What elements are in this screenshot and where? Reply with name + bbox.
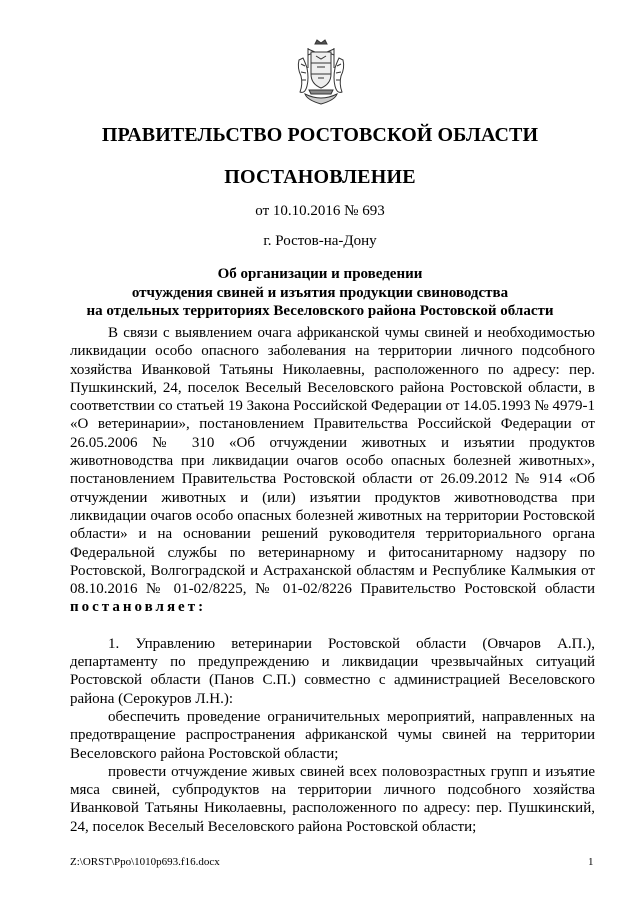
coat-of-arms-icon <box>293 38 349 108</box>
subject-line-3: на отдельных территориях Веселовского района Ростовской области <box>86 303 554 319</box>
item-1-paragraph: 1. Управлению ветеринарии Ростовской области (Овчаров А.П.), департаменту по предупреждению и ликвидации чрезвычайных ситуаций Ростовской области (Панов С.П.) совместно с администрацией Веселовского района (Серокуров Л.Н.): <box>70 635 595 707</box>
item-1a-paragraph: обеспечить проведение ограничительных мероприятий, направленных на предотвращение распространения африканской чумы свиней на территории Веселовского района Ростовской области; <box>70 708 595 762</box>
government-heading: ПРАВИТЕЛЬСТВО РОСТОВСКОЙ ОБЛАСТИ <box>101 124 539 146</box>
subject-line-2: отчуждения свиней и изъятия продукции свиноводства <box>131 284 509 301</box>
item-1b-paragraph: провести отчуждение живых свиней всех половозрастных групп и изъятие мяса свиней, субпродуктов на территории личного подсобного хозяйства Иванковой Татьяны Николаевны, расположенного по адресу: пер. Пушкинский, 24, поселок Веселый Веселовского района Ростовской области; <box>70 763 595 835</box>
document-subject <box>60 265 580 321</box>
date-number-line: от 10.10.2016 № 693 <box>255 203 385 219</box>
footer-file-path: Z:\ORST\Ppo\1010p693.f16.docx <box>70 856 220 868</box>
footer-page-number: 1 <box>588 856 594 868</box>
document-type-heading: ПОСТАНОВЛЕНИЕ <box>224 166 416 188</box>
preamble-paragraph <box>70 324 595 617</box>
resolves-keyword: постановляет: <box>70 599 207 616</box>
subject-line-1: Об организации и проведении <box>217 266 423 282</box>
city-line: г. Ростов-на-Дону <box>263 233 377 249</box>
preamble-text: В связи с выявлением очага африканской чумы свиней и необходимостью ликвидации особо опасного заболевания на территории личного подсобного хозяйства Иванковой Татьяны Николаевны, расположенного по адресу: пер. Пушкинский, 24, поселок Веселый Веселовского района Ростовской области, в соответствии со статьей 19 Закона Российской Федерации от 14.05.1993 № 4979-1 «О ветеринарии», постановлением Правительства Российской Федерации от 26.05.2006 № 310 «Об отчуждении животных и изъятии продуктов животноводства при ликвидации очагов особо опасных болезней животных», постановлением Правительства Ростовской области от 26.09.2012 № 914 «Об отчуждении животных и (или) изъятии продуктов животноводства при ликвидации очагов особо опасных болезней животных на территории Ростовской области» и на основании решений руководителя территориального органа Федеральной службы по ветеринарному и фитосанитарному надзору по Ростовской, Волгоградской и Астраханской областям и Республике Калмыкия от 08.10.2016 № 01-02/8225, № 01-02/8226 Правительство Ростовской области <box>70 325 595 598</box>
document-body <box>70 324 595 836</box>
